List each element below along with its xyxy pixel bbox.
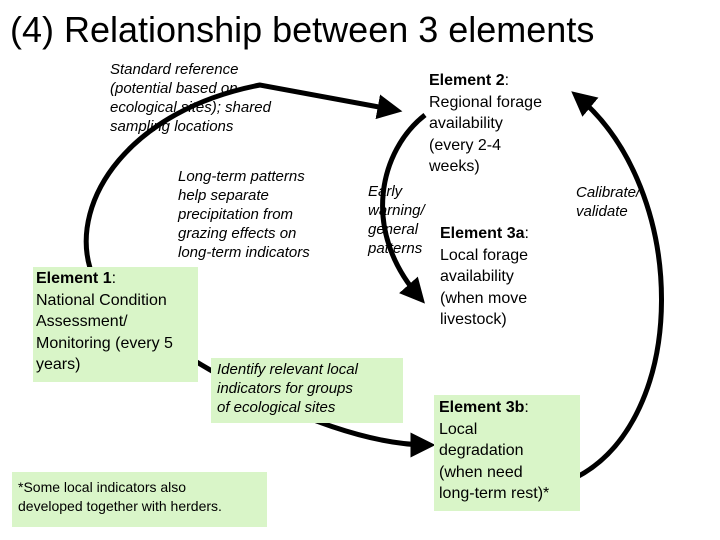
element3b-box: Element 3b: Local degradation (when need long-term rest)* xyxy=(434,395,580,511)
element3a-name: Element 3a xyxy=(440,225,525,242)
element1-name: Element 1 xyxy=(36,270,112,287)
note-early-warning: Early warning/ general patterns xyxy=(368,183,425,257)
element2-text: Element 2: Regional forage availability (every 2-4 weeks) xyxy=(429,72,542,175)
element3a-text: Element 3a: Local forage availability (when move livestock) xyxy=(440,225,529,328)
identify-indicators-box: Identify relevant local indicators for groups of ecological sites xyxy=(211,358,403,423)
note-standard-reference: Standard reference (potential based on ecological sites); shared sampling locations xyxy=(110,61,271,135)
note-long-term-patterns: Long-term patterns help separate precipitation from grazing effects on long-term indicators xyxy=(178,168,310,261)
element1-box: Element 1: National Condition Assessment/ Monitoring (every 5 years) xyxy=(33,267,198,382)
arrow-element3b-to-element2 xyxy=(575,96,662,478)
element3b-name: Element 3b xyxy=(439,399,525,416)
slide-title: (4) Relationship between 3 elements xyxy=(10,9,595,50)
element2-name: Element 2 xyxy=(429,72,505,89)
footnote-box: *Some local indicators also developed together with herders. xyxy=(12,472,267,527)
note-calibrate: Calibrate/ validate xyxy=(576,184,641,220)
